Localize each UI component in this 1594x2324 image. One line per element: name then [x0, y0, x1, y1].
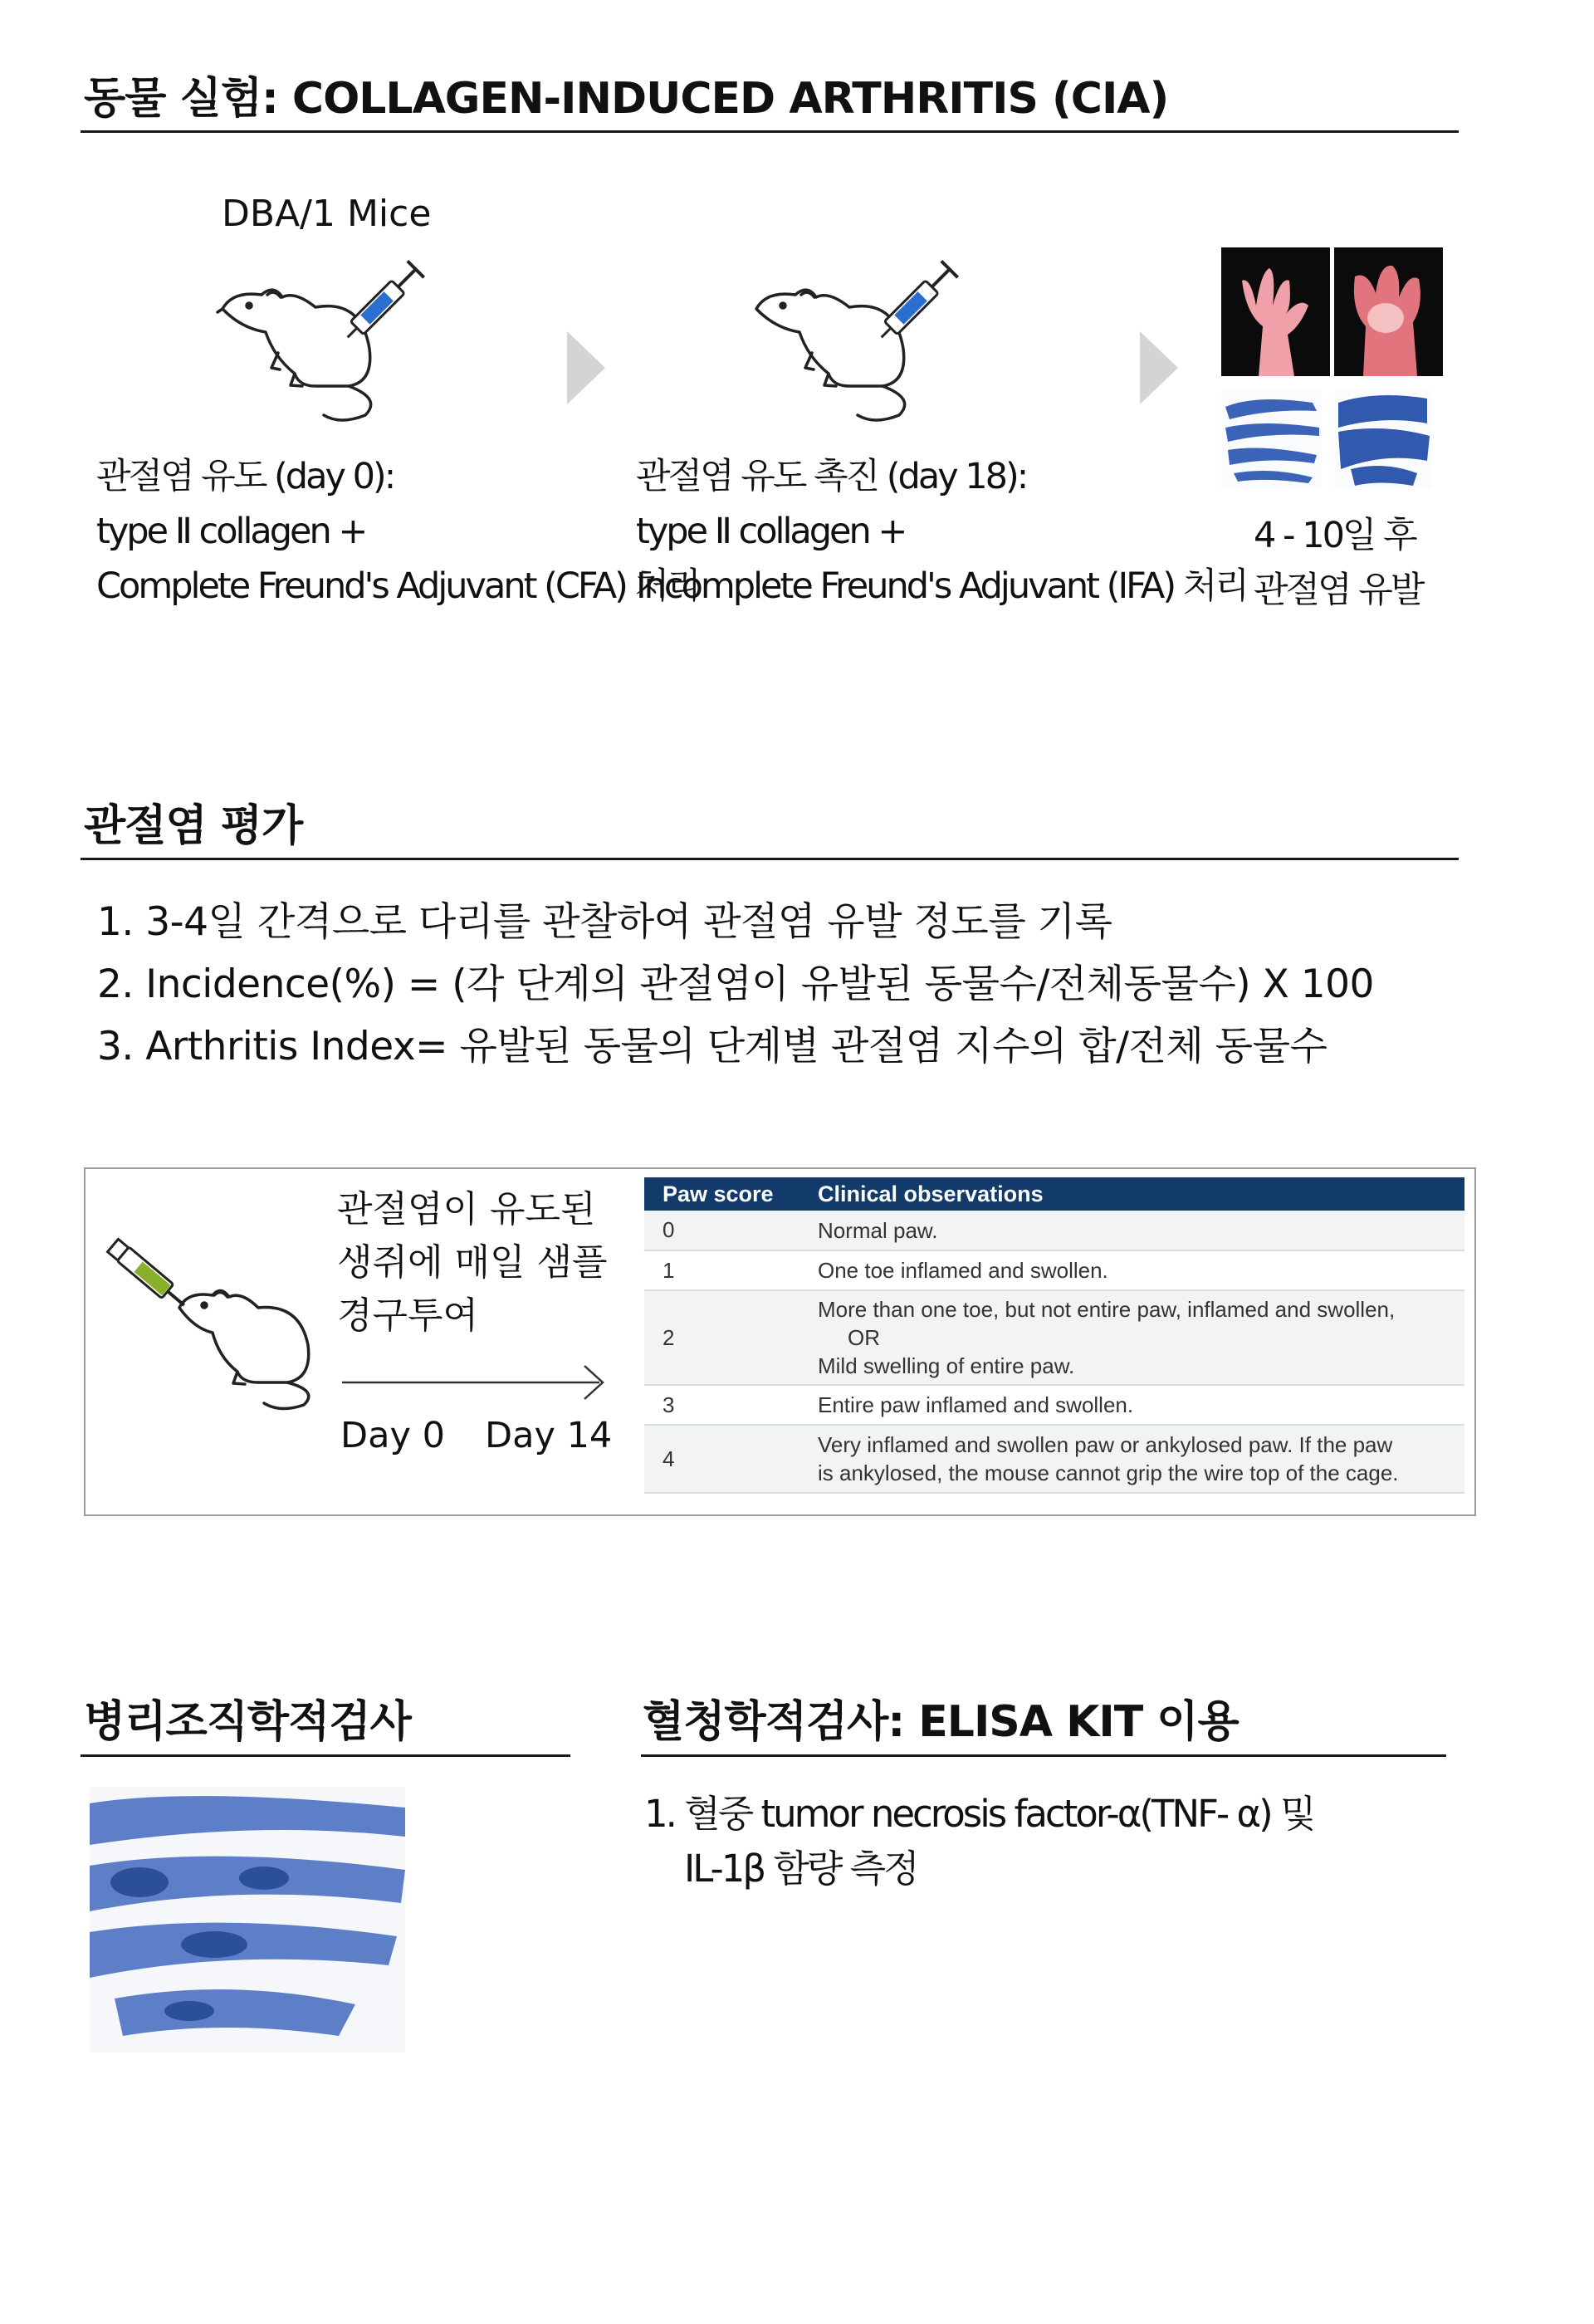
step1-caption — [96, 449, 699, 614]
step2-line1: 관절염 유도 촉진 (day 18): — [636, 456, 1027, 497]
step2-line2: type Ⅱ collagen + — [636, 511, 906, 552]
header-paw-score: Paw score — [644, 1177, 799, 1211]
elisa-line1: 1. 혈중 tumor necrosis factor-α(TNF- α) 및 — [644, 1792, 1314, 1836]
paw-photo-arthritic — [1334, 247, 1443, 376]
score-cell: 1 — [644, 1250, 799, 1290]
section4-title: 혈청학적검사: ELISA KIT 이용 — [643, 1697, 1239, 1747]
evaluation-list — [97, 891, 1374, 1078]
header-clinical-observations: Clinical observations — [799, 1177, 1464, 1211]
observation-line: More than one toe, but not entire paw, inflamed and swollen, — [818, 1297, 1396, 1322]
result-line2: 관절염 유발 — [1254, 570, 1423, 611]
step1-line2: type Ⅱ collagen + — [96, 511, 366, 552]
table-row — [644, 1385, 1464, 1425]
timeline-arrow — [342, 1362, 608, 1403]
section2-title: 관절염 평가 — [84, 801, 303, 851]
mice-label: DBA/1 Mice — [222, 193, 432, 235]
section2-rule — [81, 858, 1459, 860]
elisa-text — [644, 1787, 1314, 1896]
mouse-injection-icon — [216, 249, 465, 423]
dosing-line3: 경구투여 — [337, 1294, 479, 1337]
mouse-oral-dosing-icon — [96, 1221, 329, 1412]
step2-caption — [636, 449, 1247, 614]
section1-rule — [81, 130, 1459, 133]
step1-line3: Complete Freund's Adjuvant (CFA) 처리 — [96, 565, 699, 607]
observation-or: OR — [848, 1325, 880, 1350]
observation-line: Very inflamed and swollen paw or ankylosed paw. If the paw — [818, 1432, 1393, 1457]
dosing-text — [337, 1183, 608, 1343]
histopathology-image — [90, 1787, 405, 2052]
dosing-line1: 관절염이 유도된 — [337, 1188, 596, 1230]
histology-paw-arthritic — [1334, 390, 1431, 488]
evaluation-item: 2. Incidence(%) = (각 단계의 관절염이 유발된 동물수/전체동물수) X 100 — [97, 961, 1374, 1007]
paw-score-table — [644, 1177, 1464, 1494]
step1-line1: 관절염 유도 (day 0): — [96, 456, 394, 497]
section3-title: 병리조직학적검사 — [84, 1697, 411, 1747]
table-row — [644, 1290, 1464, 1385]
observation-cell — [799, 1425, 1464, 1493]
result-line1: 4 - 10일 후 — [1254, 515, 1416, 556]
mouse-injection-icon — [750, 249, 999, 423]
evaluation-item: 1. 3-4일 간격으로 다리를 관찰하여 관절염 유발 정도를 기록 — [97, 899, 1112, 945]
paw-photo-normal — [1221, 247, 1330, 376]
table-row — [644, 1425, 1464, 1493]
arrow-right-icon — [567, 331, 605, 404]
observation-cell: One toe inflamed and swollen. — [799, 1250, 1464, 1290]
observation-cell: Entire paw inflamed and swollen. — [799, 1385, 1464, 1425]
score-cell: 3 — [644, 1385, 799, 1425]
step2-line3: Incomplete Freund's Adjuvant (IFA) 처리 — [636, 565, 1247, 607]
observation-line: Mild swelling of entire paw. — [818, 1353, 1075, 1378]
score-cell: 0 — [644, 1211, 799, 1250]
observation-cell — [799, 1290, 1464, 1385]
table-row — [644, 1250, 1464, 1290]
evaluation-item: 3. Arthritis Index= 유발된 동물의 단계별 관절염 지수의 합/전체 동물수 — [97, 1024, 1328, 1069]
score-cell: 2 — [644, 1290, 799, 1385]
table-row — [644, 1211, 1464, 1250]
arrow-right-icon — [1140, 331, 1178, 404]
score-cell: 4 — [644, 1425, 799, 1493]
dosing-line2: 생쥐에 매일 샘플 — [337, 1241, 608, 1284]
observation-line: is ankylosed, the mouse cannot grip the wire top of the cage. — [818, 1460, 1399, 1485]
elisa-line2: IL-1β 함량 측정 — [684, 1847, 917, 1891]
day-start-label: Day 0 — [340, 1415, 445, 1456]
section4-rule — [641, 1754, 1446, 1757]
section1-title: 동물 실험: COLLAGEN-INDUCED ARTHRITIS (CIA) — [84, 74, 1169, 124]
observation-cell: Normal paw. — [799, 1211, 1464, 1250]
result-caption — [1254, 508, 1422, 618]
table-header-row — [644, 1177, 1464, 1211]
day-end-label: Day 14 — [485, 1415, 613, 1456]
section3-rule — [81, 1754, 570, 1757]
